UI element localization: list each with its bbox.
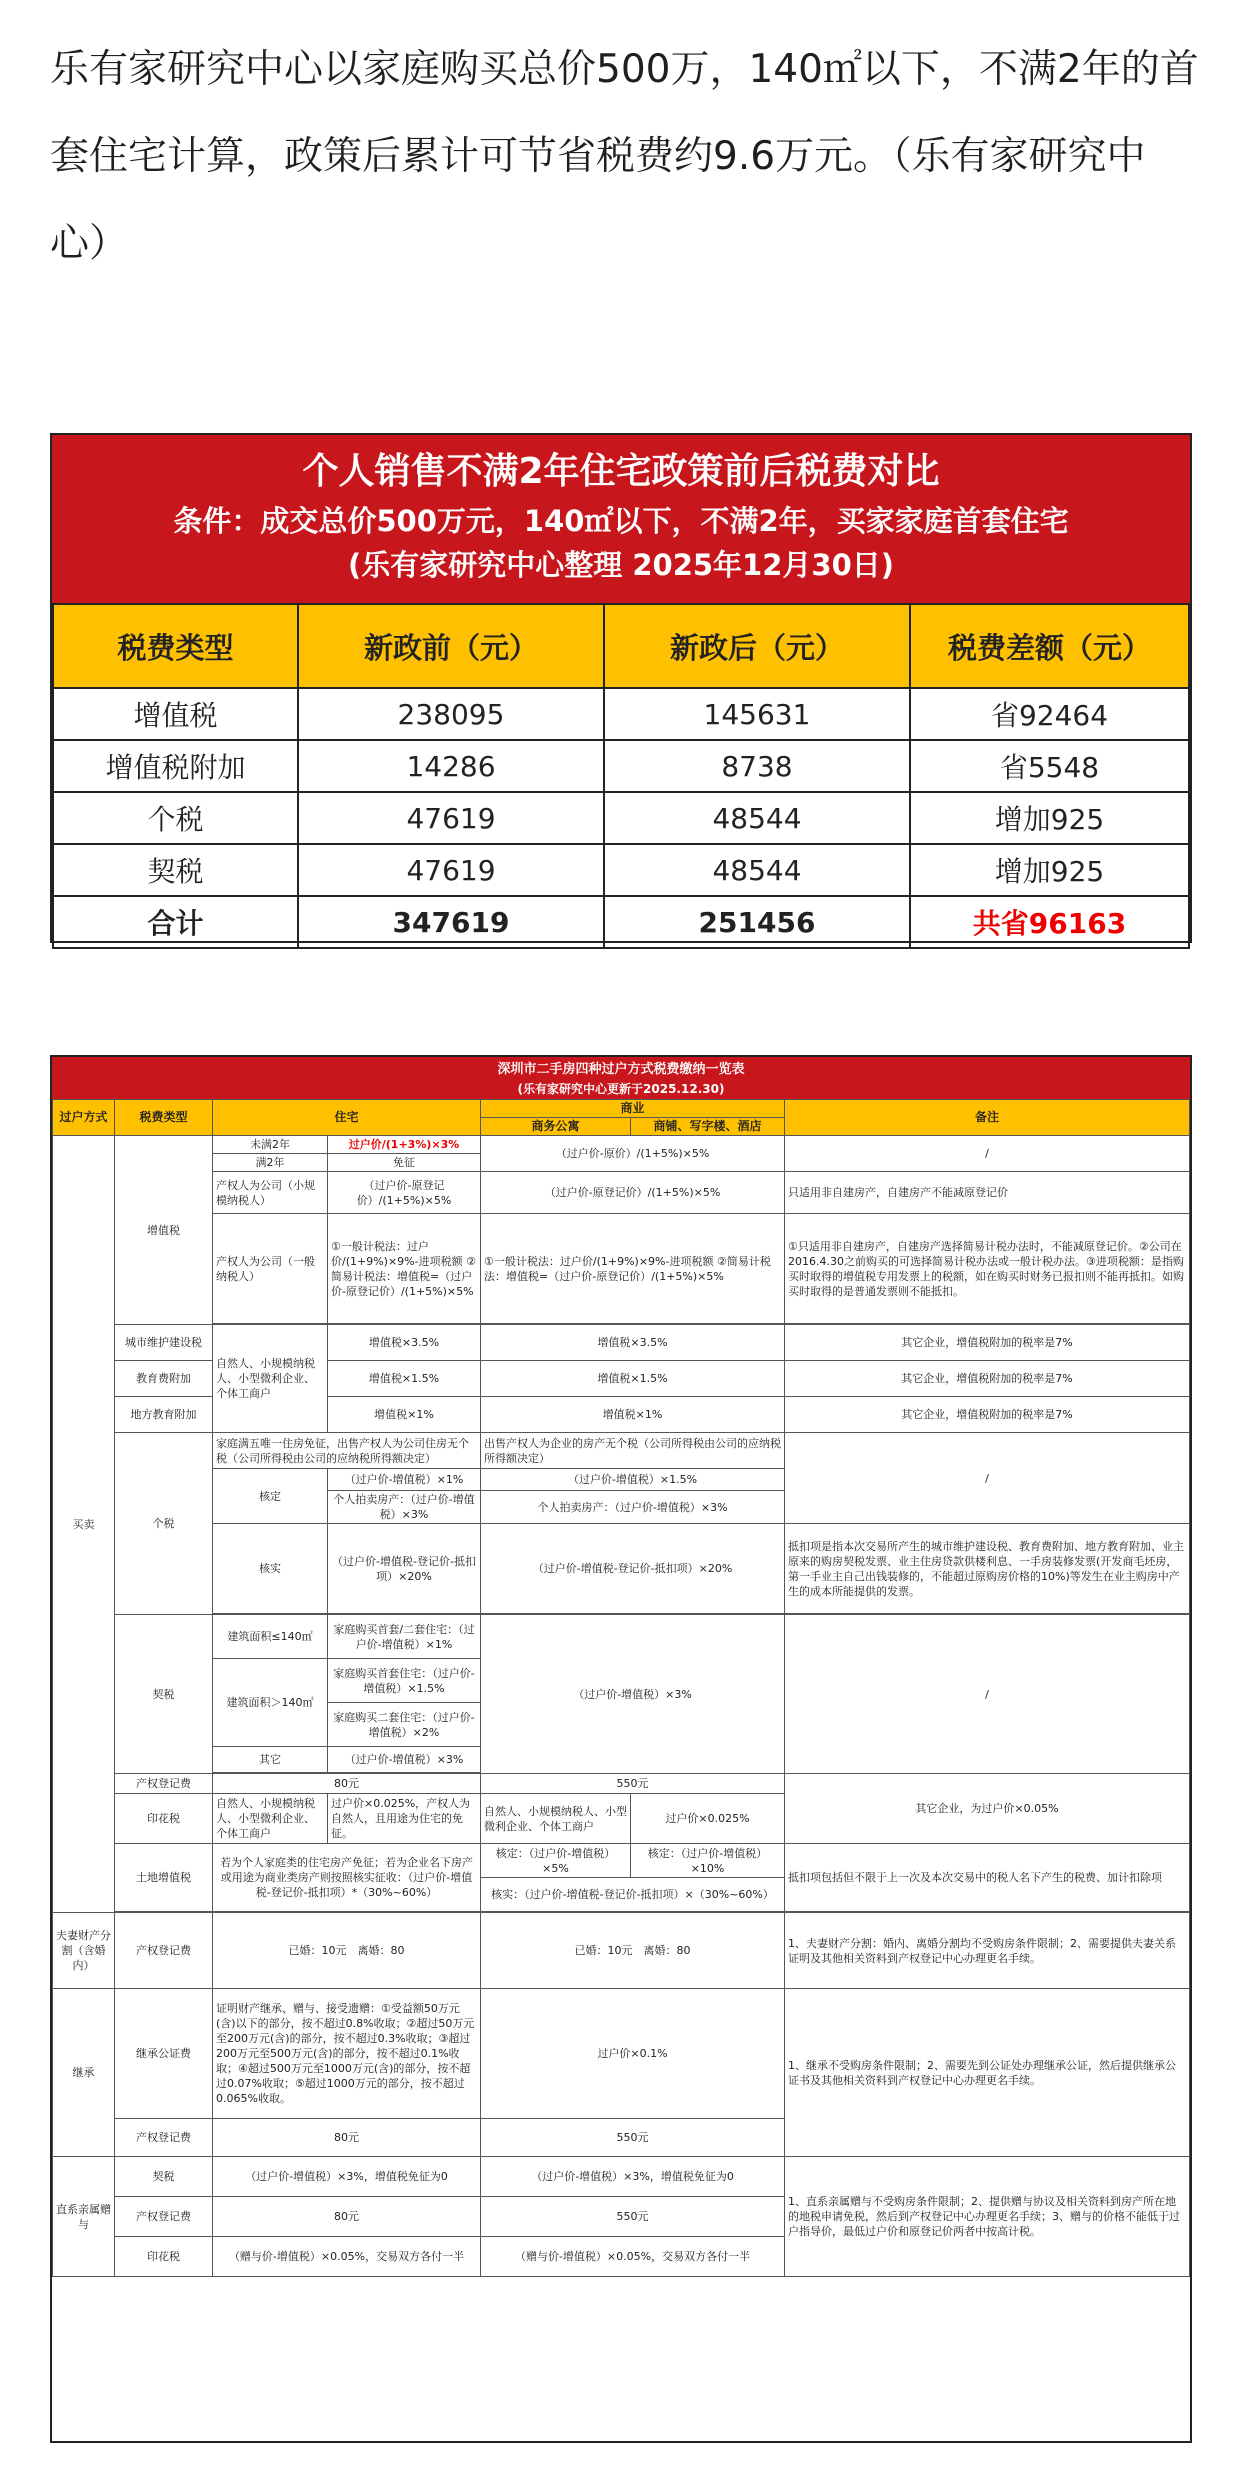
table-cell: 251456	[604, 896, 910, 948]
table-cell: 家庭满五唯一住房免征，出售产权人为公司住房无个税（公司所得税由公司的应纳税所得额决定）	[213, 1433, 481, 1469]
table-cell: 产权登记费	[115, 2197, 213, 2237]
table-row	[53, 1136, 1190, 1154]
table-row	[53, 1214, 1190, 1324]
table-cell: 增值税×1.5%	[481, 1361, 785, 1397]
table-cell: （过户价-原登记价）/(1+5%)×5%	[481, 1172, 785, 1214]
header-cell: 新政前（元）	[298, 604, 604, 688]
table-cell: 个人拍卖房产：（过户价-增值税）×3%	[328, 1491, 481, 1524]
table-cell: 印花税	[115, 1794, 213, 1844]
table-cell: 增值税	[115, 1136, 213, 1325]
table-cell: （过户价-增值税）×1.5%	[481, 1469, 785, 1491]
table-cell: 其它企业，增值税附加的税率是7%	[785, 1397, 1190, 1433]
table-cell: ①一般计税法：过户价/(1+9%)×9%-进项税额 ②简易计税法：增值税=（过户价-原登记价）/(1+5%)×5%	[328, 1214, 481, 1324]
table-cell: 增值税×3.5%	[481, 1325, 785, 1361]
table-cell: 550元	[481, 2119, 785, 2157]
table-cell: 80元	[213, 2197, 481, 2237]
table-cell: 增值税×1%	[328, 1397, 481, 1433]
table-cell: 48544	[604, 792, 910, 844]
table-cell: 238095	[298, 688, 604, 740]
table-cell: 过户价/(1+3%)×3%	[328, 1136, 481, 1154]
table-cell: 直系亲属赠与	[53, 2157, 115, 2277]
table-row	[53, 1172, 1190, 1214]
table-title: 深圳市二手房四种过户方式税费缴纳一览表	[497, 1062, 745, 1077]
header-cell: 住宅	[213, 1100, 481, 1136]
table-banner	[52, 1057, 1190, 1099]
table-cell: ①一般计税法：过户价/(1+9%)×9%-进项税额 ②简易计税法：增值税=（过户价-原登记价）/(1+5%)×5%	[481, 1214, 785, 1324]
table-cell: 产权登记费	[115, 1774, 213, 1794]
table-cell: 自然人、小规模纳税人、小型微利企业、个体工商户	[481, 1794, 631, 1844]
table-cell: 契税	[115, 2157, 213, 2197]
table-cell: 增值税×1.5%	[328, 1361, 481, 1397]
table-cell: 增加925	[910, 792, 1189, 844]
table-cell: 个税	[115, 1433, 213, 1615]
table-header-row	[53, 1100, 1190, 1118]
header-cell: 备注	[785, 1100, 1190, 1136]
table-row	[53, 1615, 1190, 1659]
header-cell: 商务公寓	[481, 1118, 631, 1136]
table-cell: 夫妻财产分割（含婚内）	[53, 1913, 115, 1989]
table-cell: 印花税	[115, 2237, 213, 2277]
table-cell: 核实：（过户价-增值税-登记价-抵扣项）×（30%~60%）	[481, 1878, 785, 1912]
table-cell: 增值税附加	[53, 740, 298, 792]
table-cell: 增值税×1%	[481, 1397, 785, 1433]
total-row	[53, 896, 1189, 948]
table-cell: 继承公证费	[115, 1989, 213, 2119]
table-cell: 未满2年	[213, 1136, 328, 1154]
table-cell: 核定：（过户价-增值税）×5%	[481, 1844, 631, 1878]
table-row	[53, 844, 1189, 896]
table-cell: （过户价-增值税-登记价-抵扣项）×20%	[481, 1524, 785, 1614]
table-cell: /	[785, 1433, 1190, 1524]
table-cell: /	[785, 1136, 1190, 1172]
header-cell: 商铺、写字楼、酒店	[631, 1118, 785, 1136]
table-cell: 1、继承不受购房条件限制；2、需要先到公证处办理继承公证，然后提供继承公证书及其他相关资料到产权登记中心办理更名手续。	[785, 1989, 1190, 2157]
table-cell: 其它	[213, 1747, 328, 1773]
table-header-row	[53, 604, 1189, 688]
table-row	[53, 1524, 1190, 1614]
table-cell: 地方教育附加	[115, 1397, 213, 1433]
header-cell: 税费类型	[115, 1100, 213, 1136]
table-cell: 家庭购买首套住宅：（过户价-增值税）×1.5%	[328, 1659, 481, 1703]
table-cell: （过户价-增值税-登记价-抵扣项）×20%	[328, 1524, 481, 1614]
table-cell: 省5548	[910, 740, 1189, 792]
table-cell: 产权人为公司（小规模纳税人）	[213, 1172, 328, 1214]
table-row	[53, 740, 1189, 792]
intro-paragraph: 乐有家研究中心以家庭购买总价500万，140㎡以下，不满2年的首套住宅计算，政策后累计可节省税费约9.6万元。（乐有家研究中心）	[50, 47, 1199, 266]
table-cell: 550元	[481, 2197, 785, 2237]
table-cell: （赠与价-增值税）×0.05%，交易双方各付一半	[213, 2237, 481, 2277]
table-cell: 产权登记费	[115, 2119, 213, 2157]
table-row	[53, 2157, 1190, 2197]
table-cell: （过户价-原价）/(1+5%)×5%	[481, 1136, 785, 1172]
table-cell: 自然人、小规模纳税人、小型微利企业、个体工商户	[213, 1794, 328, 1844]
header-cell: 商业	[481, 1100, 785, 1118]
table-cell: 契税	[53, 844, 298, 896]
table-cell: ①只适用非自建房产，自建房产选择简易计税办法时，不能减原登记价。②公司在2016.4.30之前购买的可选择简易计税办法或一般计税办法。③进项税额：是指购买时取得的增值税专用发票上的税额，如在购买时财务已报扣则不能再抵扣。如购买时取得的是普通发票则不能抵扣。	[785, 1214, 1190, 1324]
table-cell: （过户价-增值税）×3%，增值税免征为0	[481, 2157, 785, 2197]
table-cell: 1、夫妻财产分割：婚内、离婚分割均不受购房条件限制；2、需要提供夫妻关系证明及其他相关资料到产权登记中心办理更名手续。	[785, 1913, 1190, 1989]
table-cell: 其它企业，增值税附加的税率是7%	[785, 1325, 1190, 1361]
table-cell: （过户价-原登记价）/(1+5%)×5%	[328, 1172, 481, 1214]
table-cell: 满2年	[213, 1154, 328, 1172]
table-cell: 过户价×0.025%	[631, 1794, 785, 1844]
table-row	[53, 1989, 1190, 2119]
table-cell: 145631	[604, 688, 910, 740]
table-cell: 80元	[213, 1774, 481, 1794]
table-cell: 只适用非自建房产，自建房产不能减原登记价	[785, 1172, 1190, 1214]
table-cell: 建筑面积≤140㎡	[213, 1615, 328, 1659]
table-cell: 抵扣项是指本次交易所产生的城市维护建设税、教育费附加、地方教育附加、业主原来的购房契税发票、业主住房贷款供楼利息、一手房装修发票(开发商毛坯房，第一手业主自己出钱装修的，不能超过原购房价格的10%)等发生在业主购房中产生的成本所能提供的发票。	[785, 1524, 1190, 1614]
table-cell: 教育费附加	[115, 1361, 213, 1397]
table-cell: 省92464	[910, 688, 1189, 740]
table-row	[53, 792, 1189, 844]
table-cell: 土地增值税	[115, 1844, 213, 1912]
table-cell: （赠与价-增值税）×0.05%，交易双方各付一半	[481, 2237, 785, 2277]
table-cell: 1、直系亲属赠与不受购房条件限制；2、提供赠与协议及相关资料到房产所在地的地税申请免税，然后到产权登记中心办理更名手续；3、赠与的价格不能低于过户指导价，最低过户价和原登记价两者中按高计税。	[785, 2157, 1190, 2277]
table-row	[53, 1325, 1190, 1361]
table-banner	[52, 435, 1190, 603]
table-cell: 核定	[213, 1469, 328, 1524]
table-cell: 个税	[53, 792, 298, 844]
table-cell: 14286	[298, 740, 604, 792]
table-cell: 核定：（过户价-增值税）×10%	[631, 1844, 785, 1878]
table-cell: 个人拍卖房产：（过户价-增值税）×3%	[481, 1491, 785, 1524]
table-cell: 核实	[213, 1524, 328, 1614]
table-cell: /	[785, 1615, 1190, 1774]
table-cell: 47619	[298, 792, 604, 844]
table-cell: 47619	[298, 844, 604, 896]
table-cell: 增值税	[53, 688, 298, 740]
transfer-tax-table	[50, 1055, 1192, 2443]
table-cell: 其它企业，增值税附加的税率是7%	[785, 1361, 1190, 1397]
table-cell: （过户价-增值税）×3%	[328, 1747, 481, 1773]
table-cell: 免征	[328, 1154, 481, 1172]
table-title: 个人销售不满2年住宅政策前后税费对比	[302, 451, 940, 492]
table-cell: 证明财产继承、赠与、接受遗赠：①受益额50万元(含)以下的部分，按不超过0.8%收取；②超过50万元至200万元(含)的部分，按不超过0.3%收取；③超过200万元至500万元(含)的部分，按不超过0.1%收取；④超过500万元至1000万元(含)的部分，按不超过0.07%收取；⑤超过1000万元的部分，按不超过0.065%收取。	[213, 1989, 481, 2119]
table-row	[53, 688, 1189, 740]
table-cell: （过户价-增值税）×3%，增值税免征为0	[213, 2157, 481, 2197]
table-cell: 家庭购买二套住宅：（过户价-增值税）×2%	[328, 1703, 481, 1747]
table-cell: 若为个人家庭类的住宅房产免征；若为企业名下房产或用途为商业类房产则按照核实征收：（过户价-增值税-登记价-抵扣项）*（30%~60%）	[213, 1844, 481, 1912]
table-cell: 8738	[604, 740, 910, 792]
table-cell: 家庭购买首套/二套住宅：（过户价-增值税）×1%	[328, 1615, 481, 1659]
table-cell: 增值税×3.5%	[328, 1325, 481, 1361]
table-cell: 抵扣项包括但不限于上一次及本次交易中的税人名下产生的税费、加计扣除项	[785, 1844, 1190, 1912]
table-cell: 增加925	[910, 844, 1189, 896]
table-cell: 买卖	[53, 1136, 115, 1913]
table-cell: 产权人为公司（一般纳税人）	[213, 1214, 328, 1324]
tax-comparison-table	[50, 433, 1192, 943]
table-source: (乐有家研究中心整理 2025年12月30日)	[347, 548, 895, 582]
table-cell: 建筑面积＞140㎡	[213, 1659, 328, 1747]
table-cell: 80元	[213, 2119, 481, 2157]
table-cell: 产权登记费	[115, 1913, 213, 1989]
table-row	[53, 1433, 1190, 1469]
table-cell: 城市维护建设税	[115, 1325, 213, 1361]
table-cell: 已婚：10元 离婚：80	[481, 1913, 785, 1989]
table-row	[53, 1913, 1190, 1989]
header-cell: 税费类型	[53, 604, 298, 688]
table-cell: 过户价×0.025%，产权人为自然人，且用途为住宅的免征。	[328, 1794, 481, 1844]
table-cell: 其它企业，为过户价×0.05%	[785, 1774, 1190, 1844]
table-cell: 契税	[115, 1615, 213, 1774]
table-cell: 过户价×0.1%	[481, 1989, 785, 2119]
table-row	[53, 1774, 1190, 1794]
table-cell: （过户价-增值税）×3%	[481, 1615, 785, 1774]
table-cell: （过户价-增值税）×1%	[328, 1469, 481, 1491]
table-cell: 550元	[481, 1774, 785, 1794]
header-cell: 税费差额（元）	[910, 604, 1189, 688]
table-cell: 48544	[604, 844, 910, 896]
table-row	[53, 1844, 1190, 1878]
total-savings-cell: 共省96163	[910, 896, 1189, 948]
table-cell: 合计	[53, 896, 298, 948]
header-cell: 新政后（元）	[604, 604, 910, 688]
table-cell: 已婚：10元 离婚：80	[213, 1913, 481, 1989]
table-condition: 条件：成交总价500万元，140㎡以下，不满2年，买家家庭首套住宅	[173, 504, 1069, 538]
table-cell: 自然人、小规模纳税人、小型微利企业、个体工商户	[213, 1325, 328, 1433]
header-cell: 过户方式	[53, 1100, 115, 1136]
table-cell: 347619	[298, 896, 604, 948]
table-cell: 出售产权人为企业的房产无个税（公司所得税由公司的应纳税所得额决定）	[481, 1433, 785, 1469]
table-source: (乐有家研究中心更新于2025.12.30)	[517, 1082, 725, 1096]
table-cell: 继承	[53, 1989, 115, 2157]
